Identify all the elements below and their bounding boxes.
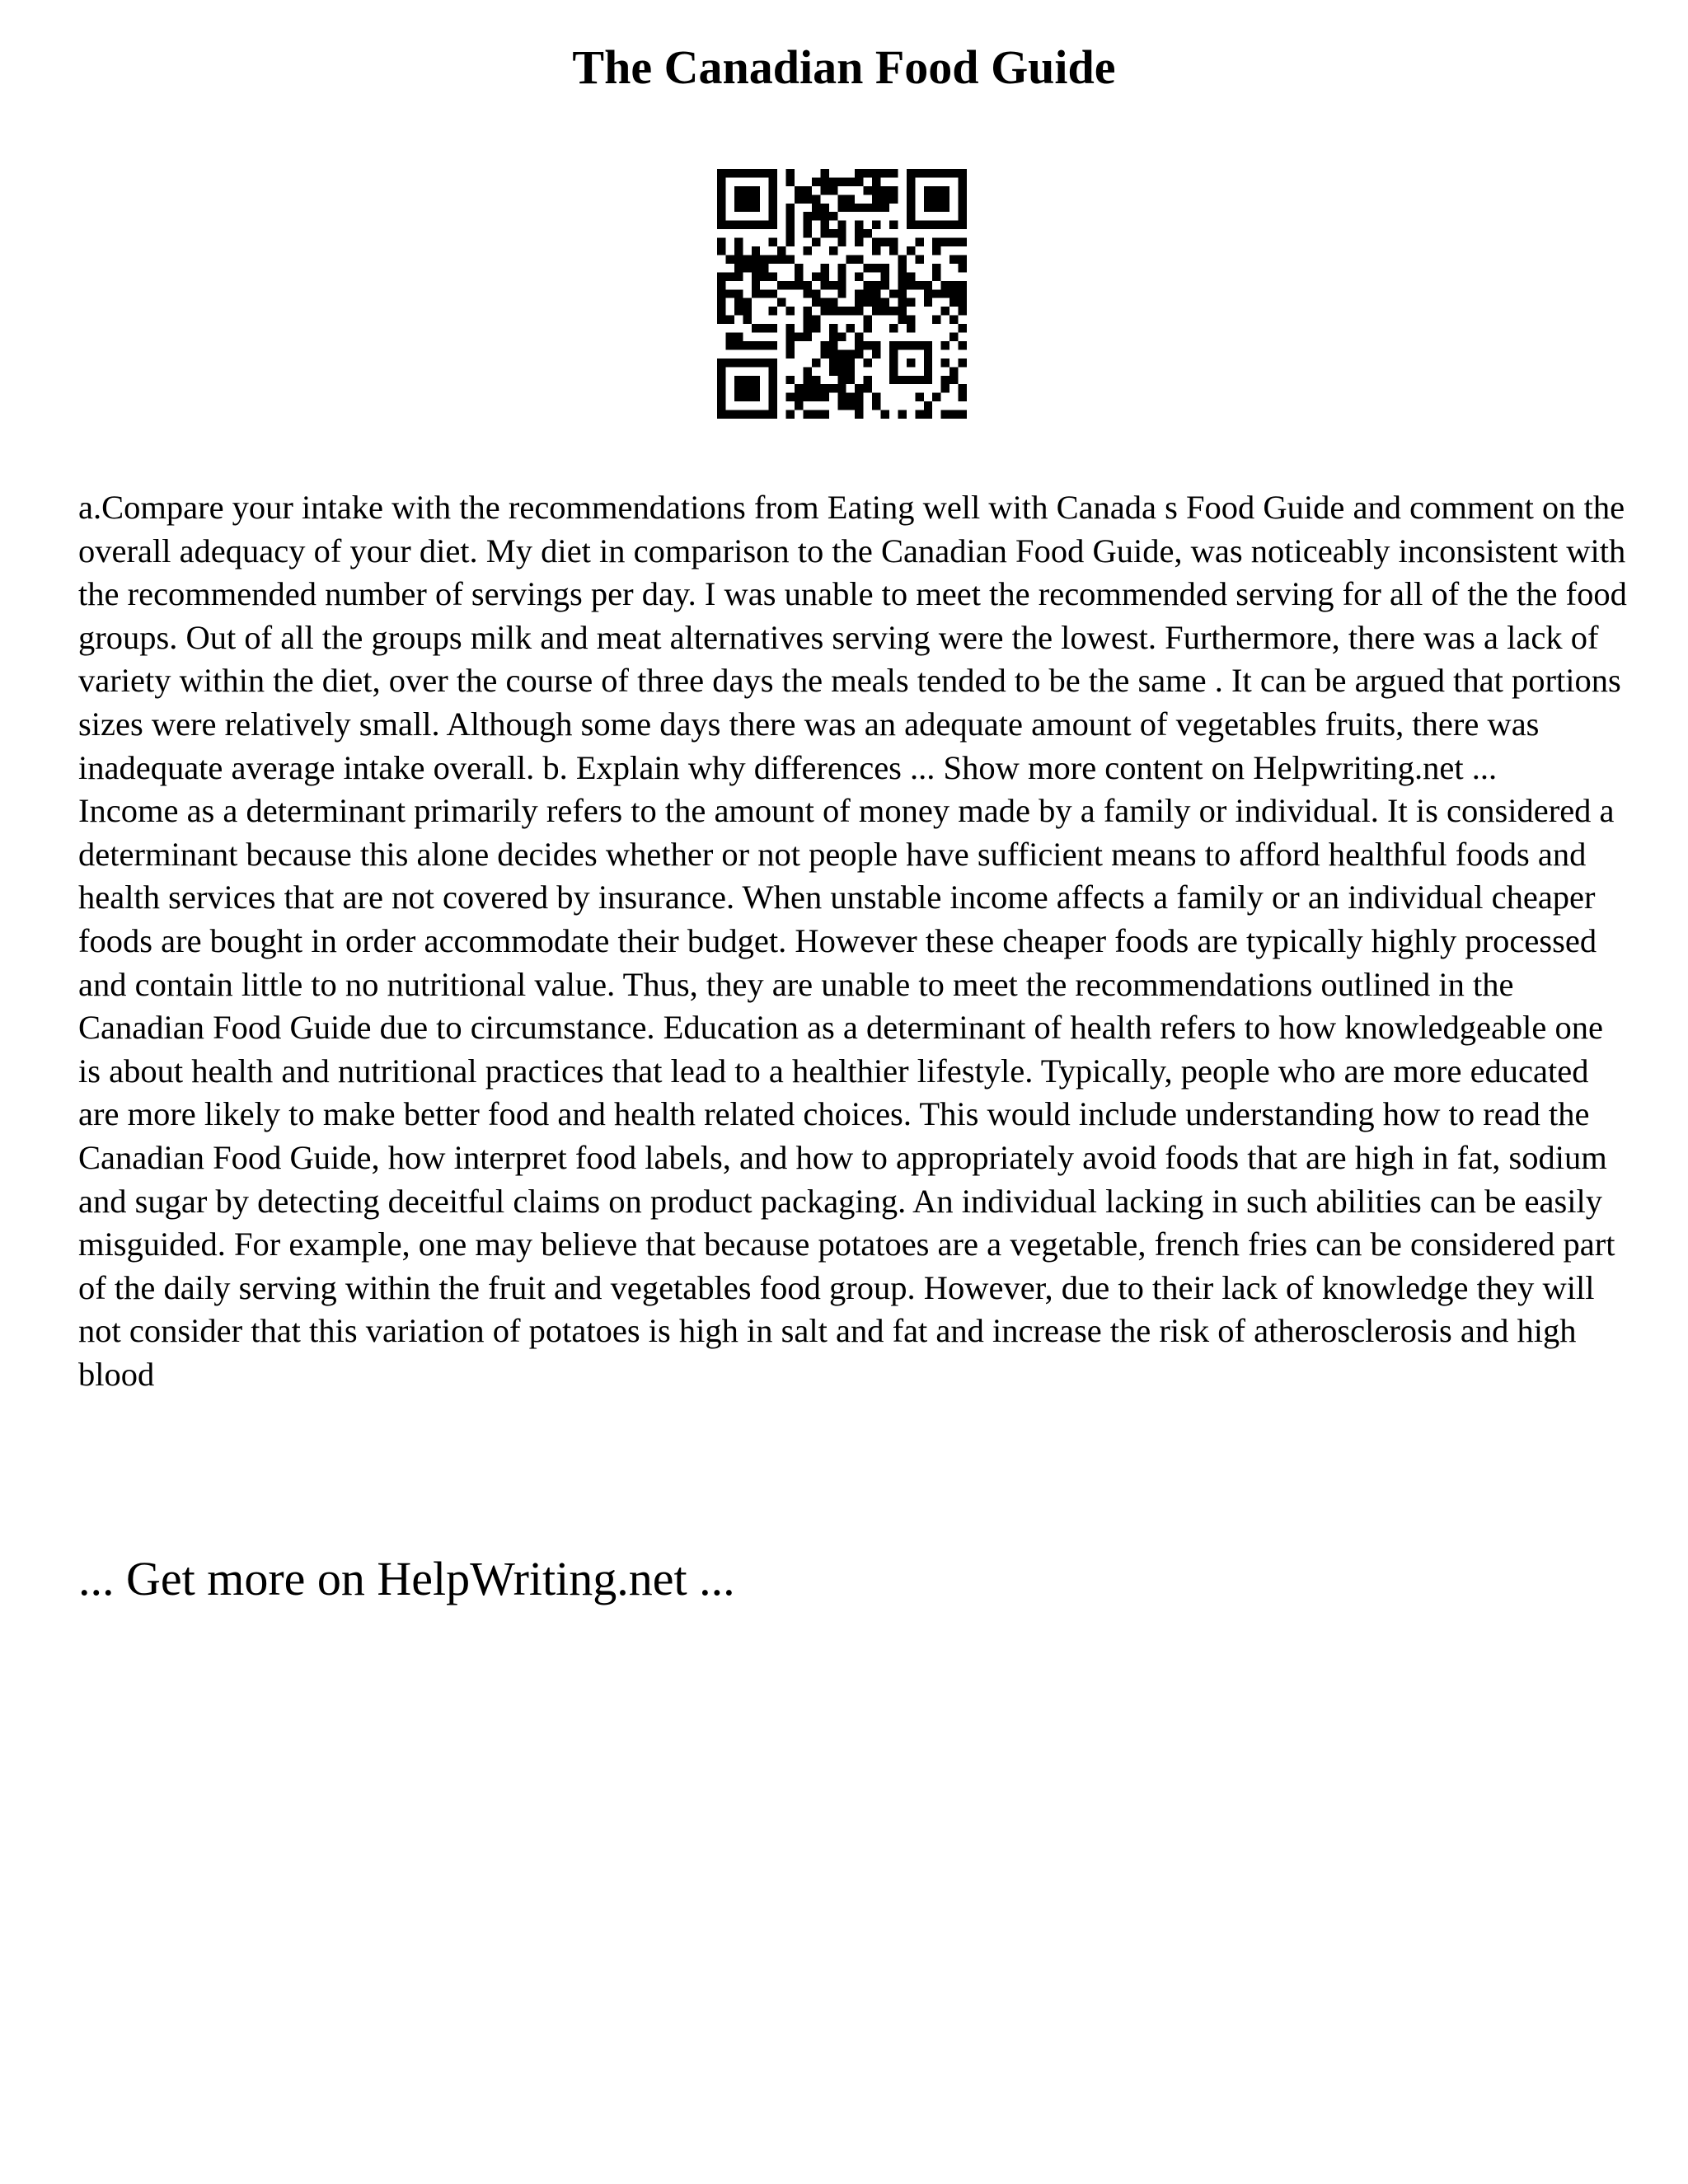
- article-body: [78, 486, 1628, 1396]
- paragraph-intake-comparison: a.Compare your intake with the recommendations from Eating well with Canada s Food Guide and comment on the overall adequacy of your diet. My diet in comparison to the Canadian Food Guide, was noticeably inconsistent with the recommended number of servings per day. I was unable to meet the recommended serving for all of the the food groups. Out of all the groups milk and meat alternatives serving were the lowest. Furthermore, there was a lack of variety within the diet, over the course of three days the meals tended to be the same . It can be argued that portions sizes were relatively small. Although some days there was an adequate amount of vegetables fruits, there was inadequate average intake overall. b. Explain why differences ... Show more content on Helpwriting.net ...: [78, 489, 1627, 786]
- get-more-link[interactable]: ... Get more on HelpWriting.net ...: [78, 1552, 735, 1605]
- paragraph-determinants: Income as a determinant primarily refers to the amount of money made by a family or individual. It is considered a determinant because this alone decides whether or not people have sufficient means to afford healthful foods and health services that are not covered by insurance. When unstable income affects a family or an individual cheaper foods are bought in order accommodate their budget. However these cheaper foods are typically highly processed and contain little to no nutritional value. Thus, they are unable to meet the recommendations outlined in the Canadian Food Guide due to circumstance. Education as a determinant of health refers to how knowledgeable one is about health and nutritional practices that lead to a healthier lifestyle. Typically, people who are more educated are more likely to make better food and health related choices. This would include understanding how to read the Canadian Food Guide, how interpret food labels, and how to appropriately avoid foods that are high in fat, sodium and sugar by detecting deceitful claims on product packaging. An individual lacking in such abilities can be easily misguided. For example, one may believe that because potatoes are a vegetable, french fries can be considered part of the daily serving within the fruit and vegetables food group. However, due to their lack of knowledge they will not consider that this variation of potatoes is high in salt and fat and increase the risk of atherosclerosis and high blood: [78, 792, 1615, 1393]
- page-title: The Canadian Food Guide: [572, 40, 1116, 94]
- qr-code-icon[interactable]: [717, 169, 967, 419]
